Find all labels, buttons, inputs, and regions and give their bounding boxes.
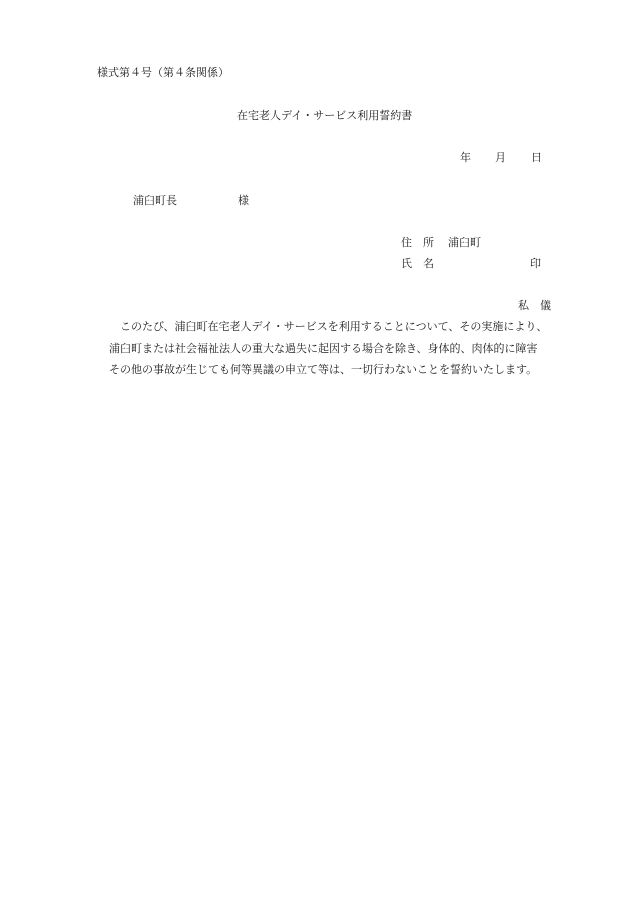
address-value: 浦臼町 xyxy=(448,236,481,249)
name-label: 氏 名 xyxy=(401,257,434,270)
self-reference: 私 儀 xyxy=(518,299,551,312)
seal-mark: 印 xyxy=(530,257,541,270)
document-title: 在宅老人デイ・サービス利用誓約書 xyxy=(237,109,413,122)
addressee-honorific: 様 xyxy=(238,194,249,207)
form-number: 様式第４号（第４条関係） xyxy=(97,66,229,79)
statement-line: このたび、浦臼町在宅老人デイ・サービスを利用することについて、その実施により、 xyxy=(120,320,548,333)
statement-line: その他の事故が生じても何等異議の申立て等は、一切行わないことを誓約いたします。 xyxy=(109,363,538,376)
statement-line: 浦臼町または社会福祉法人の重大な過失に起因する場合を除き、身体的、肉体的に障害 xyxy=(109,342,538,355)
date-year-label: 年 xyxy=(460,151,471,164)
date-day-label: 日 xyxy=(531,151,542,164)
addressee-name: 浦臼町長 xyxy=(133,194,177,207)
date-month-label: 月 xyxy=(495,151,506,164)
address-label: 住 所 xyxy=(401,236,434,249)
